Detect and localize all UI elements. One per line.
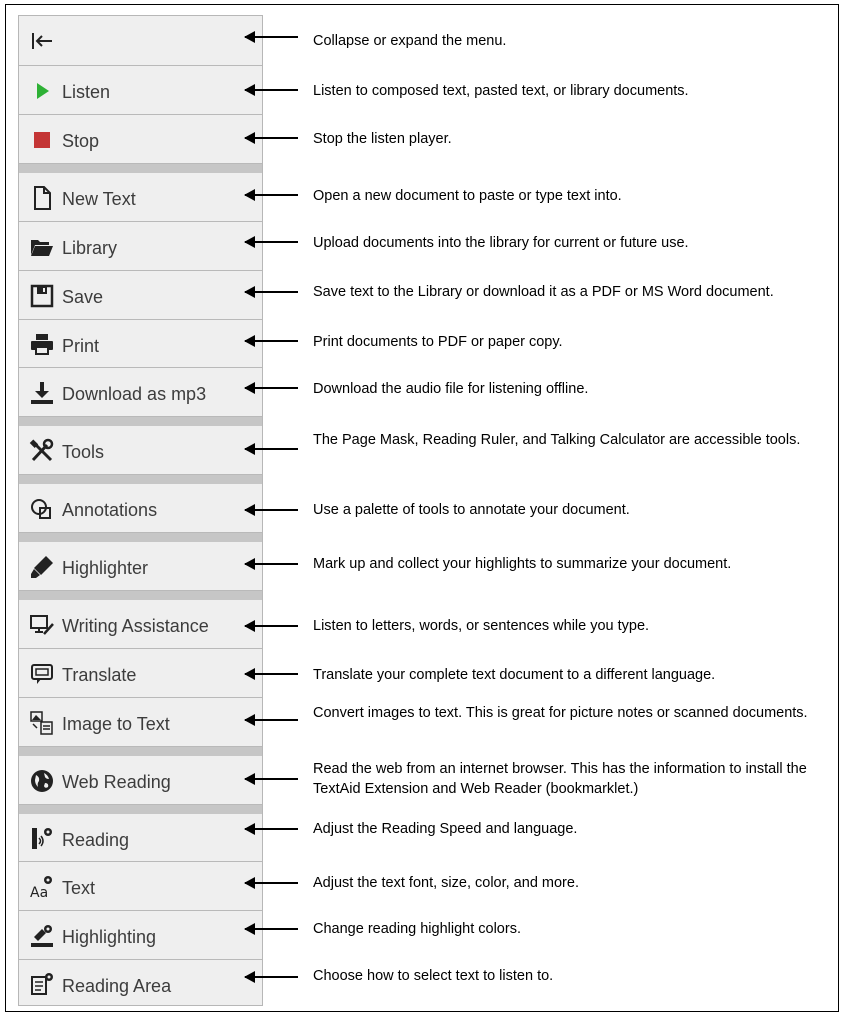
stop-label: Stop: [62, 131, 100, 151]
highlighter-label: Highlighter: [62, 558, 149, 578]
save-description: Save text to the Library or download it as a PDF or MS Word document.: [313, 284, 774, 300]
annotations-label: Annotations: [62, 500, 158, 520]
text-settings-button[interactable]: [19, 862, 262, 911]
pointer-arrow: [245, 509, 298, 511]
menu-separator: [19, 747, 262, 756]
pointer-arrow: [245, 928, 298, 930]
pointer-arrow: [245, 89, 298, 91]
side-menu: [18, 15, 263, 1006]
pointer-arrow: [245, 976, 298, 978]
menu-separator: [19, 591, 262, 600]
highlighting-settings-icon: [29, 923, 55, 949]
menu-separator: [19, 805, 262, 814]
play-icon: [29, 78, 55, 104]
image-to-text-description: Convert images to text. This is great for picture notes or scanned documents.: [313, 705, 808, 721]
highlighter-button[interactable]: [19, 542, 262, 591]
collapse-description: Collapse or expand the menu.: [313, 33, 507, 49]
tools-description: The Page Mask, Reading Ruler, and Talking Calculator are accessible tools.: [313, 432, 801, 448]
highlighting-settings-button[interactable]: [19, 911, 262, 960]
new-text-button[interactable]: [19, 173, 262, 222]
pointer-arrow: [245, 387, 298, 389]
annotations-button[interactable]: [19, 484, 262, 533]
library-label: Library: [62, 238, 118, 258]
annotations-icon: [29, 496, 55, 522]
stop-button[interactable]: [19, 115, 262, 164]
library-button[interactable]: [19, 222, 262, 271]
pointer-arrow: [245, 448, 298, 450]
image-to-text-label: Image to Text: [62, 714, 170, 734]
download-icon: [29, 380, 55, 406]
writing-assistance-label: Writing Assistance: [62, 616, 209, 636]
tools-label: Tools: [62, 442, 105, 462]
download-mp3-description: Download the audio file for listening offline.: [313, 381, 589, 397]
save-button[interactable]: [19, 271, 262, 320]
tools-button[interactable]: [19, 426, 262, 475]
library-description: Upload documents into the library for current or future use.: [313, 235, 689, 251]
writing-assistance-description: Listen to letters, words, or sentences while you type.: [313, 618, 650, 634]
new-text-description: Open a new document to paste or type text into.: [313, 188, 622, 204]
annotations-description: Use a palette of tools to annotate your document.: [313, 502, 630, 518]
reading-area-settings-icon: [29, 971, 55, 997]
globe-icon: [29, 768, 55, 794]
translate-button[interactable]: [19, 649, 262, 698]
reading-label: Reading: [62, 830, 130, 850]
listen-button[interactable]: [19, 66, 262, 115]
translate-description: Translate your complete text document to a different language.: [313, 667, 716, 683]
reading-settings-button[interactable]: [19, 814, 262, 862]
highlighter-description: Mark up and collect your highlights to summarize your document.: [313, 556, 732, 572]
print-label: Print: [62, 336, 100, 356]
save-label: Save: [62, 287, 104, 307]
reading-area-settings-button[interactable]: [19, 960, 262, 1005]
pointer-arrow: [245, 340, 298, 342]
pointer-arrow: [245, 291, 298, 293]
new-text-label: New Text: [62, 189, 136, 209]
download-mp3-button[interactable]: [19, 368, 262, 417]
web-reading-label: Web Reading: [62, 772, 171, 792]
web-reading-button[interactable]: [19, 756, 262, 805]
pointer-arrow: [245, 719, 298, 721]
highlighting-description: Change reading highlight colors.: [313, 921, 521, 937]
writing-assistance-icon: [29, 612, 55, 638]
listen-label: Listen: [62, 82, 111, 102]
pointer-arrow: [245, 241, 298, 243]
highlighting-label: Highlighting: [62, 927, 157, 947]
translate-label: Translate: [62, 665, 137, 685]
web-reading-description: Read the web from an internet browser. This has the information to install the TextAid Extension and Web Reader (bookmarklet.): [313, 761, 807, 797]
image-to-text-button[interactable]: [19, 698, 262, 747]
reading-area-label: Reading Area: [62, 976, 172, 996]
menu-separator: [19, 475, 262, 484]
pointer-arrow: [245, 778, 298, 780]
printer-icon: [29, 331, 55, 357]
pointer-arrow: [245, 882, 298, 884]
reading-area-description: Choose how to select text to listen to.: [313, 968, 554, 984]
image-to-text-icon: [29, 710, 55, 736]
svg-text:Aa: Aa: [30, 885, 49, 900]
highlighter-icon: [29, 554, 55, 580]
print-button[interactable]: [19, 320, 262, 368]
writing-assistance-button[interactable]: [19, 600, 262, 649]
pointer-arrow: [245, 137, 298, 139]
download-mp3-label: Download as mp3: [62, 384, 207, 404]
translate-icon: [29, 661, 55, 687]
text-description: Adjust the text font, size, color, and more.: [313, 875, 579, 891]
menu-separator: [19, 533, 262, 542]
listen-description: Listen to composed text, pasted text, or library documents.: [313, 83, 689, 99]
stop-icon: [29, 127, 55, 153]
pointer-arrow: [245, 36, 298, 38]
pointer-arrow: [245, 828, 298, 830]
floppy-disk-icon: [29, 283, 55, 309]
pointer-arrow: [245, 563, 298, 565]
pointer-arrow: [245, 673, 298, 675]
text-settings-icon: [29, 874, 55, 900]
collapse-button[interactable]: [19, 16, 262, 66]
pointer-arrow: [245, 194, 298, 196]
stop-description: Stop the listen player.: [313, 131, 452, 147]
print-description: Print documents to PDF or paper copy.: [313, 334, 563, 350]
pointer-arrow: [245, 625, 298, 627]
folder-icon: [29, 234, 55, 260]
document-icon: [29, 185, 55, 211]
reading-settings-icon: [29, 825, 55, 851]
tools-icon: [29, 438, 55, 464]
menu-separator: [19, 417, 262, 426]
menu-separator: [19, 164, 262, 173]
collapse-arrow-icon: [29, 28, 55, 54]
reading-description: Adjust the Reading Speed and language.: [313, 821, 578, 837]
text-label: Text: [62, 878, 96, 898]
